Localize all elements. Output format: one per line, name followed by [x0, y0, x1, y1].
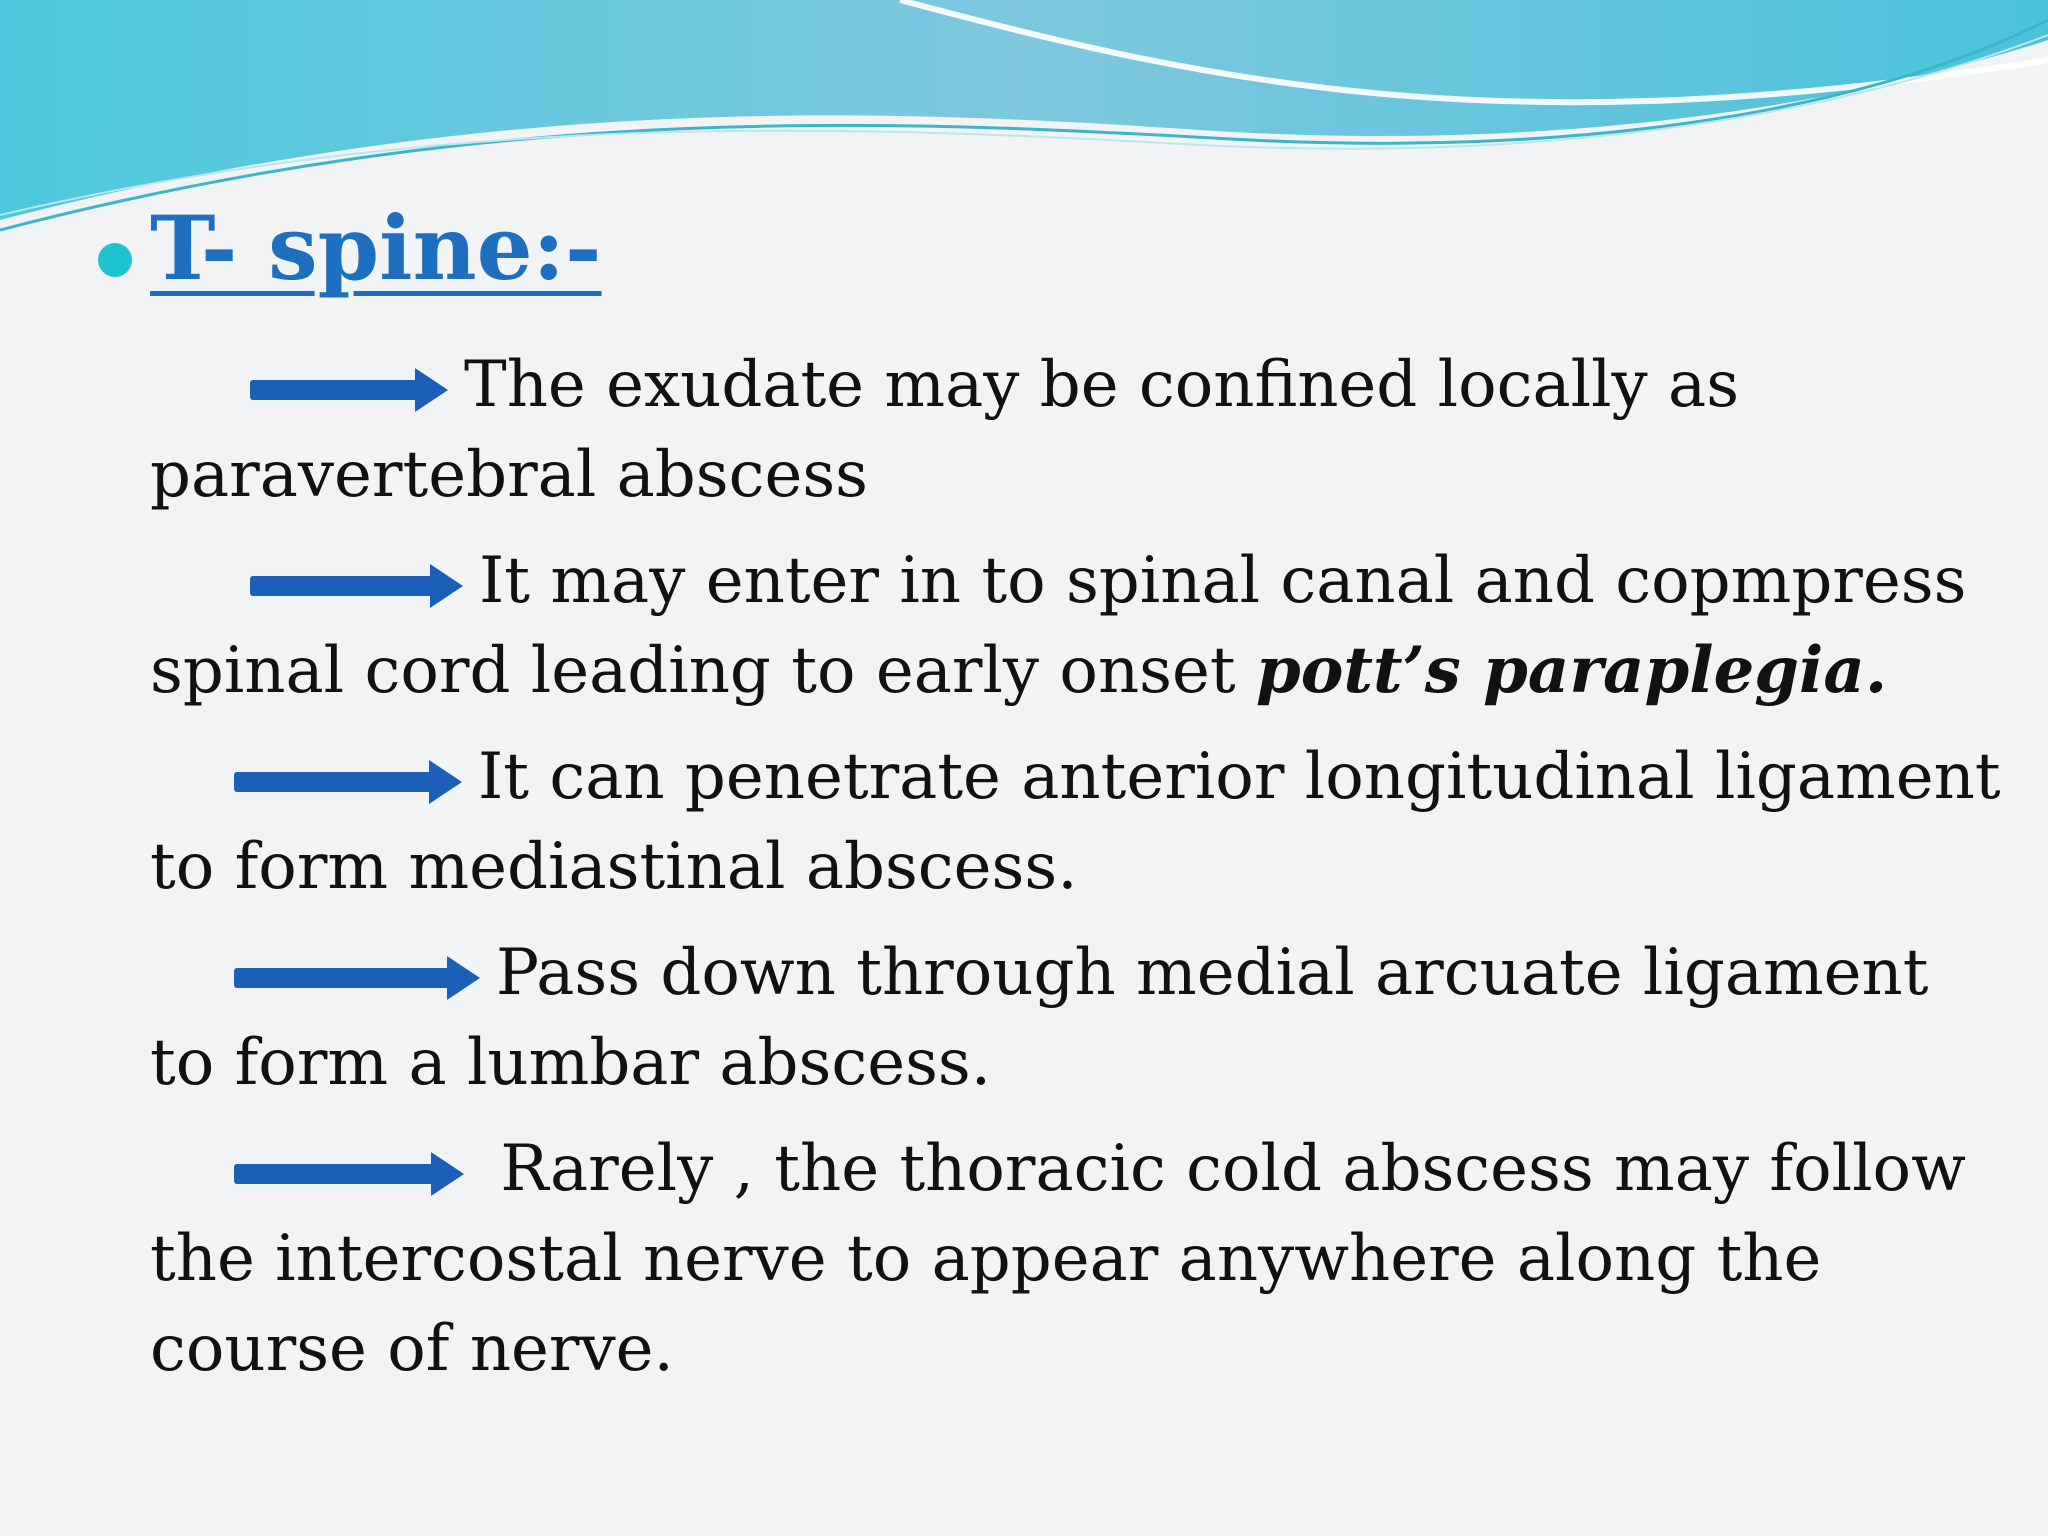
right-arrow-icon: [250, 561, 465, 611]
point-5: [150, 1124, 2010, 1394]
point-3: [150, 732, 2010, 912]
slide-heading: T- spine:-: [150, 196, 602, 300]
point-4-text: Pass down through medial arcuate ligament to form a lumbar abscess.: [150, 936, 1929, 1100]
point-2-tail: .: [1864, 633, 1888, 708]
point-2-text: It may enter in to spinal canal and copmpress spinal cord leading to early onset: [150, 544, 1967, 708]
point-1: [150, 340, 2010, 520]
point-5-text: Rarely , the thoracic cold abscess may follow the intercostal nerve to appear anywhere along the course of nerve.: [150, 1132, 1966, 1386]
right-arrow-icon: [234, 1149, 466, 1199]
point-2: [150, 536, 2010, 716]
point-4: [150, 928, 2010, 1108]
right-arrow-icon: [234, 953, 482, 1003]
right-arrow-icon: [234, 757, 464, 807]
bullet-dot-icon: [98, 243, 132, 277]
point-3-text: It can penetrate anterior longitudinal ligament to form mediastinal abscess.: [150, 740, 2001, 904]
point-2-emphasis: pott’s paraplegia: [1255, 633, 1865, 708]
point-1-text: The exudate may be confined locally as paravertebral abscess: [150, 348, 1740, 512]
right-arrow-icon: [250, 365, 450, 415]
